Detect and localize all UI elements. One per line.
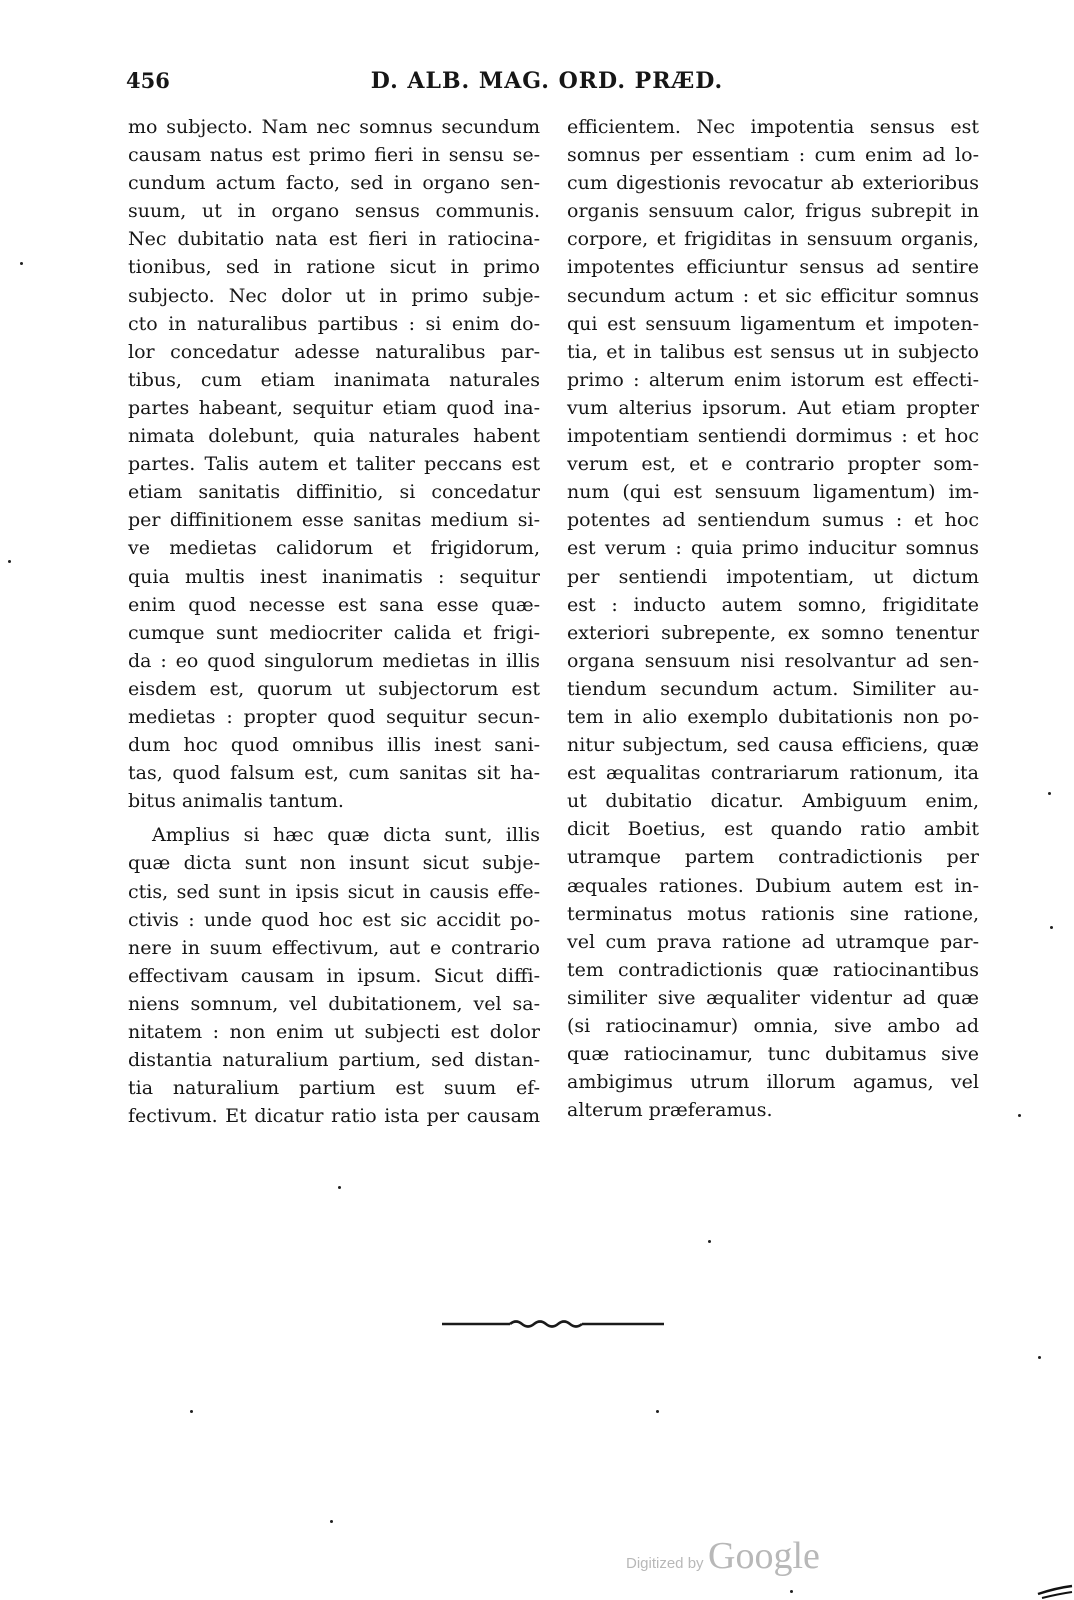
scan-speck (190, 1410, 193, 1413)
text-line: quæ ratiocinamur, tunc dubitamus sive (567, 1043, 979, 1066)
text-line: fectivum. Et dicatur ratio ista per causam (128, 1105, 540, 1128)
text-line: ambigimus utrum illorum agamus, vel (567, 1071, 979, 1094)
text-line: niens somnum, vel dubitationem, vel sa- (128, 992, 540, 1015)
text-line: tem contradictionis quæ ratiocinantibus (567, 958, 979, 981)
right-text-column (567, 113, 979, 1124)
scan-speck (1050, 926, 1053, 929)
text-line: primo : alterum enim istorum est effecti- (567, 368, 979, 391)
scan-speck (1038, 1356, 1041, 1359)
text-line: tia naturalium partium est suum ef- (128, 1077, 540, 1100)
text-line: nitatem : non enim ut subjecti est dolor (128, 1021, 540, 1043)
text-line: vel cum prava ratione ad utramque par- (567, 930, 979, 953)
text-line: verum est, et e contrario propter som- (567, 453, 979, 476)
text-line: ve medietas calidorum et frigidorum, (128, 537, 540, 560)
text-line: æquales rationes. Dubium autem est in- (567, 874, 979, 897)
text-line: tiendum secundum actum. Similiter au- (567, 677, 979, 700)
text-line: nimata dolebunt, quia naturales habent (128, 425, 540, 448)
text-line: distantia naturalium partium, sed distan- (128, 1049, 540, 1072)
scan-speck (1048, 792, 1051, 795)
text-line: alterum præferamus. (567, 1099, 773, 1122)
text-line: quæ dicta sunt non insunt sicut subje- (128, 852, 540, 875)
watermark-prefix: Digitized by (626, 1555, 704, 1572)
text-line: cum digestionis revocatur ab exterioribus (567, 172, 979, 195)
text-line: corpore, et frigiditas in sensuum organis, (567, 228, 979, 251)
text-line: impotentiam sentiendi dormimus : et hoc (567, 425, 979, 448)
text-line: terminatus motus rationis sine ratione, (567, 902, 979, 925)
text-line: nitur subjectum, sed causa efficiens, quæ (567, 734, 979, 757)
text-line: suum, ut in organo sensus communis. (128, 200, 540, 223)
text-line: ctis, sed sunt in ipsis sicut in causis effe- (128, 880, 540, 903)
text-line: tem in alio exemplo dubitationis non po- (567, 705, 979, 728)
text-line: Amplius si hæc quæ dicta sunt, illis (152, 824, 540, 847)
text-line: partes. Talis autem et taliter peccans est (128, 453, 540, 476)
text-line: tia, et in talibus est sensus ut in subjecto (567, 340, 979, 363)
text-line: cundum actum facto, sed in organo sen- (128, 172, 540, 195)
text-line: per diffinitionem esse sanitas medium si- (128, 509, 540, 532)
text-line: cto in naturalibus partibus : si enim do- (128, 312, 540, 335)
text-line: quia multis inest inanimatis : sequitur (128, 565, 540, 588)
text-line: (si ratiocinamur) omnia, sive ambo ad (567, 1015, 979, 1037)
text-line: num (qui est sensuum ligamentum) im- (567, 481, 979, 504)
text-line: cumque sunt mediocriter calida et frigi- (128, 621, 540, 644)
text-line: nere in suum effectivum, aut e contrario (128, 936, 540, 959)
text-line: similiter sive æqualiter videntur ad quæ (567, 986, 979, 1009)
google-watermark (626, 1534, 820, 1584)
scan-speck (708, 1240, 711, 1243)
text-line: etiam sanitatis diffinitio, si concedatur (128, 481, 540, 504)
text-line: organa sensuum nisi resolvantur ad sen- (567, 649, 979, 672)
text-line: dum hoc quod omnibus illis inest sani- (128, 734, 540, 757)
scan-speck (1018, 1114, 1021, 1117)
text-line: secundum actum : et sic efficitur somnus (567, 284, 979, 307)
page-number: 456 (126, 68, 170, 93)
text-line: exteriori subrepente, ex somno tenentur (567, 621, 979, 644)
text-line: lor concedatur adesse naturalibus par- (128, 340, 540, 363)
text-line: da : eo quod singulorum medietas in illis (128, 649, 540, 672)
text-line: Nec dubitatio nata est fieri in ratiocina- (128, 228, 540, 251)
text-line: effectivam causam in ipsum. Sicut diffi- (128, 964, 540, 987)
text-line: vum alterius ipsorum. Aut etiam propter (567, 396, 979, 419)
text-line: dicit Boetius, est quando ratio ambit (567, 818, 979, 841)
text-line: mo subjecto. Nam nec somnus secundum (128, 116, 540, 138)
running-header (126, 62, 968, 98)
text-line: est æqualitas contrariarum rationum, ita (567, 762, 979, 785)
wavy-rule-ornament-icon (440, 1316, 666, 1332)
text-line: organis sensuum calor, frigus subrepit in (567, 200, 979, 223)
text-line: partes habeant, sequitur etiam quod ina- (128, 396, 540, 419)
text-line: somnus per essentiam : cum enim ad lo- (567, 144, 979, 167)
left-text-column (128, 113, 540, 1130)
text-line: impotentes efficiuntur sensus ad sentire (567, 256, 979, 279)
scan-speck (20, 262, 23, 265)
text-line: potentes ad sentiendum sumus : et hoc (567, 509, 979, 532)
text-line: tas, quod falsum est, cum sanitas sit ha- (128, 762, 540, 785)
text-line: est : inducto autem somno, frigiditate (567, 593, 979, 616)
text-line: bitus animalis tantum. (128, 790, 344, 813)
text-line: qui est sensuum ligamentum et impoten- (567, 312, 979, 335)
text-line: tionibus, sed in ratione sicut in primo (128, 256, 540, 279)
text-line: ctivis : unde quod hoc est sic accidit po- (128, 908, 540, 931)
text-line: enim quod necesse est sana esse quæ- (128, 593, 540, 616)
text-line: efficientem. Nec impotentia sensus est (567, 116, 979, 138)
text-line: eisdem est, quorum ut subjectorum est (128, 677, 540, 700)
text-line: utramque partem contradictionis per (567, 846, 979, 869)
text-line: est verum : quia primo inducitur somnus (567, 537, 979, 560)
page-edge-stroke-icon (1036, 1570, 1074, 1600)
scan-speck (8, 560, 11, 563)
text-line: medietas : propter quod sequitur secun- (128, 705, 540, 728)
text-line: subjecto. Nec dolor ut in primo subje- (128, 284, 540, 307)
text-line: tibus, cum etiam inanimata naturales (128, 368, 540, 391)
scan-speck (330, 1520, 333, 1523)
scan-speck (790, 1590, 793, 1593)
text-line: per sentiendi impotentiam, ut dictum (567, 565, 979, 588)
watermark-brand: Google (708, 1535, 820, 1577)
text-line: ut dubitatio dicatur. Ambiguum enim, (567, 790, 979, 813)
scan-speck (656, 1410, 659, 1413)
running-title: D. ALB. MAG. ORD. PRÆD. (370, 68, 724, 94)
text-line: causam natus est primo fieri in sensu se- (128, 144, 540, 167)
scan-speck (338, 1186, 341, 1189)
